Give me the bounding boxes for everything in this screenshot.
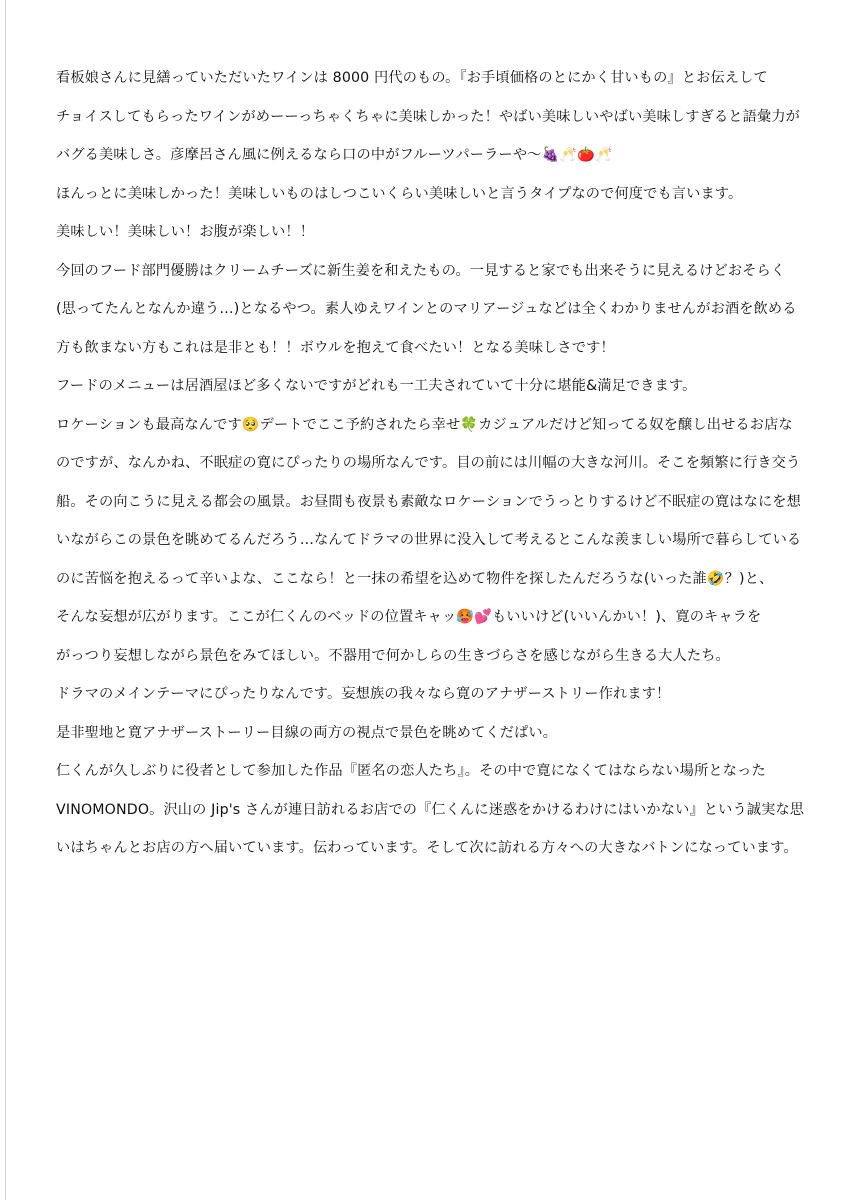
text-line: ほんっとに美味しかった！美味しいものはしつこいくらい美味しいと言うタイプなので何度でも言います。	[56, 185, 743, 202]
text-line: いはちゃんとお店の方へ届いています。伝わっています。そして次に訪れる方々への大きなバトンになっています。	[56, 840, 798, 856]
document-body	[56, 59, 836, 868]
text-line: 仁くんが久しぶりに役者として参加した作品『匿名の恋人たち』。その中で寛になくてはならない場所となった	[56, 763, 766, 779]
text-line: チョイスしてもらったワインがめーーっちゃくちゃに美味しかった！やばい美味しいやばい美味しすぎると語彙力が	[56, 108, 800, 125]
text-line: バグる美味しさ。彦摩呂さん風に例えるなら口の中がフルーツパーラーや〜🍇🥂🍅🥂	[56, 147, 613, 163]
text-line: いながらこの景色を眺めてるんだろう…なんてドラマの世界に没入して考えるとこんな羨ましい場所で暮らしている	[56, 532, 802, 548]
text-line: (思ってたんとなんか違う…)となるやつ。素人ゆえワインとのマリアージュなどは全くわかりませんがお酒を飲める	[56, 301, 797, 317]
text-line: 船。その向こうに見える都会の風景。お昼間も夜景も素敵なロケーションでうっとりするけど不眠症の寛はなにを想	[56, 493, 801, 510]
text-line: がっつり妄想しながら景色をみてほしい。不器用で何かしらの生きづらさを感じながら生きる大人たち。	[56, 647, 730, 664]
text-line: ドラマのメインテーマにぴったりなんです。妄想族の我々なら寛のアナザーストリー作れます！	[56, 686, 671, 702]
text-line: 看板娘さんに見繕っていただいたワインは 8000 円代のもの。『お手頃価格のとにかく甘いもの』とお伝えして	[56, 70, 768, 86]
text-line: 美味しい！美味しい！お腹が楽しい！！	[56, 224, 315, 240]
text-line: ロケーションも最高なんです🥺デートでここ予約されたら幸せ🍀カジュアルだけど知ってる奴を醸し出せるお店な	[56, 416, 793, 433]
text-line: のですが、なんかね、不眠症の寛にぴったりの場所なんです。目の前には川幅の大きな河川。そこを頻繁に行き交う	[56, 455, 801, 471]
text-line: フードのメニューは居酒屋ほど多くないですがどれも一工夫されていて十分に堪能&満足できます。	[56, 378, 697, 394]
text-line: 方も飲まない方もこれは是非とも！！ボウルを抱えて食べたい！となる美味しさです！	[56, 339, 615, 356]
text-line: 是非聖地と寛アナザーストーリー目線の両方の視点で景色を眺めてくだぱい。	[56, 724, 558, 741]
text-line: 今回のフード部門優勝はクリームチーズに新生姜を和えたもの。一見すると家でも出来そうに見えるけどおそらく	[56, 262, 786, 279]
text-line: VINOMONDO。沢山の Jip's さんが連日訪れるお店での『仁くんに迷惑をかけるわけにはいかない』という誠実な思	[56, 801, 805, 818]
text-line: のに苦悩を抱えるって辛いよな、ここなら！と一抹の希望を込めて物件を探したんだろうな(いった誰🤣？)と、	[56, 570, 774, 587]
page-edge-divider	[5, 0, 6, 1200]
text-line: そんな妄想が広がります。ここが仁くんのベッドの位置キャッ🥵💕もいいけど(いいんかい！)、寛のキャラを	[56, 609, 762, 625]
